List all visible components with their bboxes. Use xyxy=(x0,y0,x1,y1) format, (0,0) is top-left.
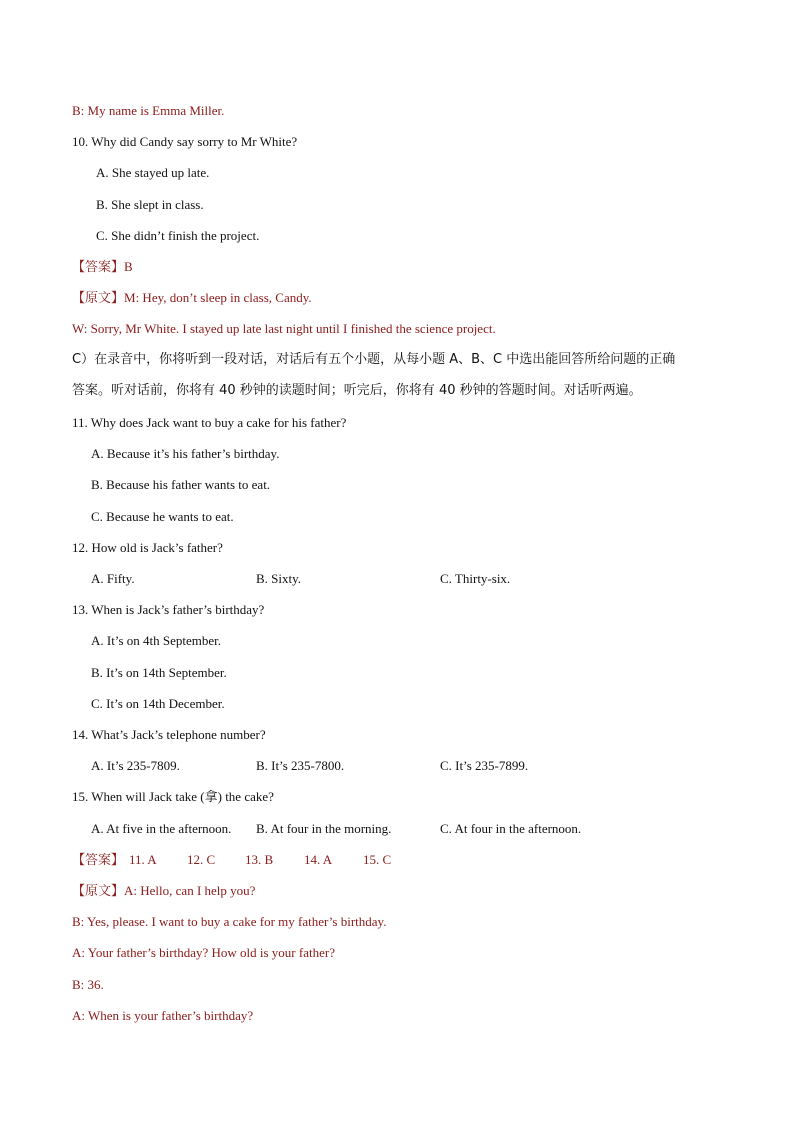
answer-13: 13. B xyxy=(245,852,274,867)
q11-option-b: B. Because his father wants to eat. xyxy=(91,477,271,492)
q13-option-c: C. It’s on 14th December. xyxy=(91,696,225,711)
script-11-15-line-1 xyxy=(72,883,255,900)
q11-option-a: A. Because it’s his father’s birthday. xyxy=(91,446,280,461)
answer-value: B xyxy=(124,259,133,274)
q15-option-a: A. At five in the afternoon. xyxy=(91,821,232,836)
q11-option-c: C. Because he wants to eat. xyxy=(91,509,234,524)
answer-tag: 【答案】 xyxy=(72,260,125,275)
q10-option-b: B. She slept in class. xyxy=(96,197,204,212)
script-line: M: Hey, don’t sleep in class, Candy. xyxy=(124,290,312,305)
script-tag: 【原文】 xyxy=(72,291,125,306)
script-line: A: Hello, can I help you? xyxy=(124,883,256,898)
section-c-instructions-2: 答案。听对话前，你将有 40 秒钟的读题时间；听完后，你将有 40 秒钟的答题时间。对话听两遍。 xyxy=(72,383,642,398)
q12-option-c: C. Thirty-six. xyxy=(440,571,511,586)
q13-option-b: B. It’s on 14th September. xyxy=(91,665,227,680)
q13-option-a: A. It’s on 4th September. xyxy=(91,633,221,648)
script-11-15-line-4: B: 36. xyxy=(72,977,104,992)
q12-option-a: A. Fifty. xyxy=(91,571,135,586)
question-12: 12. How old is Jack’s father? xyxy=(72,540,223,555)
answer-tag: 【答案】 xyxy=(72,853,125,868)
answer-14: 14. A xyxy=(304,852,333,867)
question-14: 14. What’s Jack’s telephone number? xyxy=(72,727,266,742)
script-11-15-line-3: A: Your father’s birthday? How old is your father? xyxy=(72,945,335,960)
script-tag: 【原文】 xyxy=(72,884,125,899)
question-10: 10. Why did Candy say sorry to Mr White? xyxy=(72,134,298,149)
q15-option-c: C. At four in the afternoon. xyxy=(440,821,582,836)
q14-option-c: C. It’s 235-7899. xyxy=(440,758,529,773)
q14-option-b: B. It’s 235-7800. xyxy=(256,758,345,773)
q10-script-line-2: W: Sorry, Mr White. I stayed up late last night until I finished the science project. xyxy=(72,321,496,336)
q10-option-a: A. She stayed up late. xyxy=(96,165,210,180)
script-11-15-line-2: B: Yes, please. I want to buy a cake for my father’s birthday. xyxy=(72,914,387,929)
q12-option-b: B. Sixty. xyxy=(256,571,302,586)
q10-script xyxy=(72,290,312,307)
q10-answer xyxy=(72,259,133,276)
answer-12: 12. C xyxy=(187,852,216,867)
question-11: 11. Why does Jack want to buy a cake for his father? xyxy=(72,415,347,430)
script-11-15-line-5: A: When is your father’s birthday? xyxy=(72,1008,254,1023)
question-13: 13. When is Jack’s father’s birthday? xyxy=(72,602,265,617)
question-15: 15. When will Jack take (拿) the cake? xyxy=(72,789,274,804)
answer-11: 11. A xyxy=(129,852,157,867)
dialogue-line: B: My name is Emma Miller. xyxy=(72,103,225,118)
q15-option-b: B. At four in the morning. xyxy=(256,821,392,836)
section-c-instructions-1: C）在录音中，你将听到一段对话，对话后有五个小题，从每小题 A、B、C 中选出能回答所给问题的正确 xyxy=(72,352,676,367)
q14-option-a: A. It’s 235-7809. xyxy=(91,758,180,773)
answers-11-15 xyxy=(72,852,124,869)
q10-option-c: C. She didn’t finish the project. xyxy=(96,228,260,243)
answer-15: 15. C xyxy=(363,852,392,867)
